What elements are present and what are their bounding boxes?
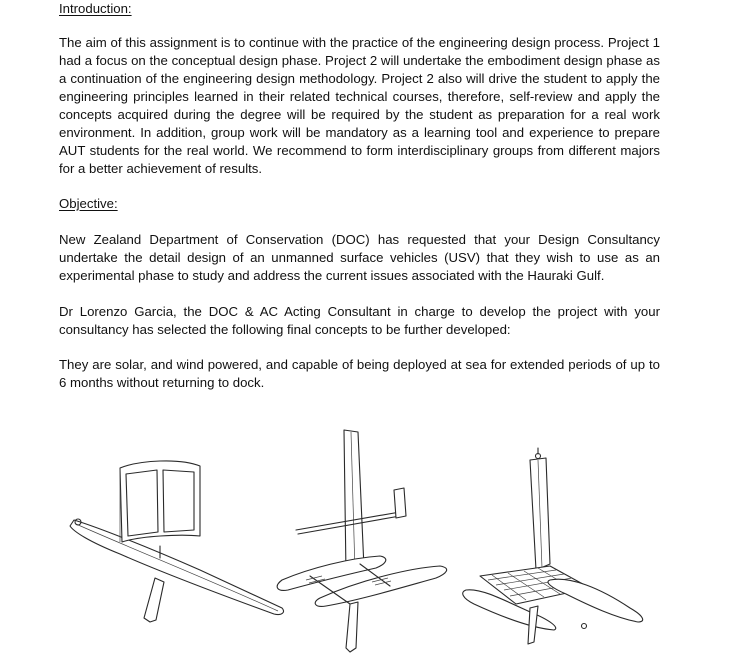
introduction-paragraph: The aim of this assignment is to continue with the practice of the engineering design process. Project 1 had a focus on the conceptual design phase. Project 2 will undertake the embodiment design phase as a continuation of the engineering design methodology. Project 2 also will drive the student to apply the engineering principles learned in their related technical courses, therefore, self-review and apply the concepts acquired during the degree will be required by the student as preparation for a real work environment. In addition, group work will be mandatory as a learning tool and experience to prepare AUT students for the real world. We recommend to form interdisciplinary groups from different majors for a better achievement of results. — [59, 35, 660, 176]
usv-concept-3-drawing — [463, 448, 643, 644]
objective-paragraph-1: New Zealand Department of Conservation (DOC) has requested that your Design Consultancy undertake the detail design of an unmanned surface vehicles (USV) that they wish to use as an experimental phase to study and address the current issues associated with the Hauraki Gulf. — [59, 232, 660, 283]
objective-paragraph-2: Dr Lorenzo Garcia, the DOC & AC Acting Consultant in charge to develop the project with your consultancy has selected the following final concepts to be further developed: — [59, 304, 660, 337]
introduction-heading: Introduction: — [59, 1, 132, 16]
objective-paragraph-3: They are solar, and wind powered, and capable of being deployed at sea for extended periods of up to 6 months without returning to dock. — [59, 357, 660, 390]
usv-concept-2-drawing — [277, 430, 446, 652]
usv-concept-1-drawing — [70, 461, 284, 622]
usv-concepts-figure — [60, 408, 670, 663]
usv-concepts-svg — [60, 408, 670, 663]
objective-heading: Objective: — [59, 196, 118, 211]
